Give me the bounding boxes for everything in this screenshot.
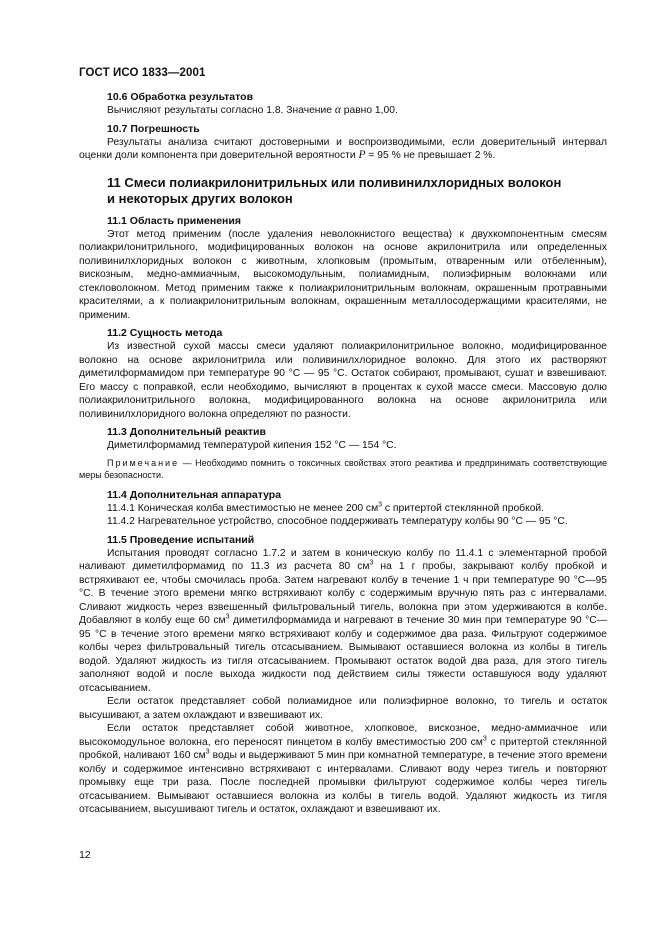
- section-11-title-line2: и некоторых других волокон: [107, 190, 293, 206]
- section-10-6-text: Вычисляют результаты согласно 1.8. Значение α равно 1,00.: [107, 104, 398, 116]
- note-label: Примечание: [107, 457, 180, 468]
- section-11-4-title: 11.4 Дополнительная аппаратура: [107, 488, 282, 501]
- item-11-4-1: 11.4.1 Коническая колба вместимостью не менее 200 $см^3$ с притертой стеклянной пробкой.: [107, 501, 545, 514]
- note-text: Примечание — Необходимо помнить о токсичных свойствах этого реактива и предпринимать соответствующие меры безопасности.: [79, 457, 607, 480]
- section-11-5-para1: Испытания проводят согласно 1.7.2 и затем в коническую колбу по 11.4.1 с элементарной пробой наливают диметилформамид по 11.3 из расчета 80 $см^3$ на 1 г пробы, закрывают колбу пробкой и встряхивают ее, чтобы смочилась проба. Затем нагревают колбу в течение 1 ч при температуре 90 °С—95 °С. В течение этого времени мягко встряхивают колбу с содержимым вручную пять раз с интервалами. Сливают жидкость через взвешенный фильтровальный тигель, волокна при этом удерживаются в колбе. Добавляют в колбу еще 60 $см^3$ диметилформамида и нагревают в течение 30 мин при температуре 90 °С—95 °С в течение этого времени мягко встряхивают колбу и содержимое два раза. Фильтруют содержимое колбы через фильтровальный тигель отсасыванием. Вымывают оставшиеся волокна из колбы в тигель водой. Удаляют жидкость из тигля отсасыванием. Промывают остаток водой два раза, для этого тигель заполняют водой и после выхода жидкости под действием силы тяжести оставшуюся воду удаляют отсасыванием.: [79, 547, 607, 694]
- section-11-5-para3: Если остаток представляет собой животное, хлопковое, вискозное, медно-аммиачное или высокомодульное волокна, его переносят пинцетом в колбу вместимостью 200 $см^3$ с притертой стеклянной пробкой, наливают 160 $см^3$ воды и выдерживают 5 мин при комнатной температуре, в течение этого времени колбу и содержимое интенсивно встряхивают с интервалами. Сливают воду через тигель и повторяют промывку еще три раза. После последней промывки фильтруют содержимое колбы через тигель отсасыванием. Вымывают оставшиеся волокна из колбы в тигель водой. Удаляют жидкость из тигля отсасыванием, высушивают тигель и остаток, охлаждают и взвешивают их.: [79, 723, 608, 815]
- section-11-5-para2: Если остаток представляет собой полиамидное или полиэфирное волокно, то тигель и остаток высушивают, а затем охлаждают и взвешивают их.: [79, 696, 607, 721]
- page-number: 12: [79, 849, 91, 861]
- section-11-title-line1: 11 Смеси полиакрилонитрильных или поливинилхлоридных волокон: [107, 174, 562, 190]
- section-11-5-title: 11.5 Проведение испытаний: [107, 533, 255, 546]
- section-11-1-title: 11.1 Область применения: [107, 214, 241, 227]
- page-content: [79, 90, 607, 817]
- section-11-3-title: 11.3 Дополнительный реактив: [107, 426, 266, 438]
- section-10-7-text: Результаты анализа считают достоверными и воспроизводимыми, если доверительный интервал оценки доли компонента при доверительной вероятности P = 95 % не превышает 2 %.: [79, 136, 607, 161]
- document-header: ГОСТ ИСО 1833—2001: [79, 67, 206, 79]
- section-11-1-text: Этот метод применим (после удаления неволокнистого вещества) к двухкомпонентным смесям полиакрилонитрильного, модифицированных волокон на основе акрилонитрила или определенных поливинилхлоридных волокон с животным, хлопковым (промытым, отваренным или отбеленным), вискозным, медно-аммиачным, высокомодульным, полиамидным, полиэфирным волокнами или стекловолокном. Метод применим также к полиакрилонитрильным волокнам, окрашенным протравными красителями, а к полиакрилонитрильным волокнам, окрашенным металлосодержащими красителями, не применим.: [79, 228, 607, 321]
- section-11-2-title: 11.2 Сущность метода: [107, 327, 223, 339]
- item-11-4-2: 11.4.2 Нагревательное устройство, способное поддерживать температуру колбы 90 °С — 95 °С.: [107, 516, 568, 527]
- section-10-6-title: 10.6 Обработка результатов: [107, 91, 254, 103]
- section-10-7-title: 10.7 Погрешность: [107, 122, 200, 135]
- section-11-2-text: Из известной сухой массы смеси удаляют полиакрилонитрильное волокно, модифицированное волокно на основе акрилонитрила или поливинилхлоридное волокно. Для этого их растворяют диметилформамидом при температуре 90 °С — 95 °С. Остаток собирают, промывают, сушат и взвешивают. Его массу с поправкой, если необходимо, вычисляют в процентах к сухой массе смеси. Массовую долю полиакрилонитрильного волокна, модифицированного волокна на основе акрилонитрила или поливинилхлоридного волокна определяют по разности.: [79, 341, 607, 420]
- section-11-3-text: Диметилформамид температурой кипения 152 °С — 154 °С.: [107, 440, 397, 451]
